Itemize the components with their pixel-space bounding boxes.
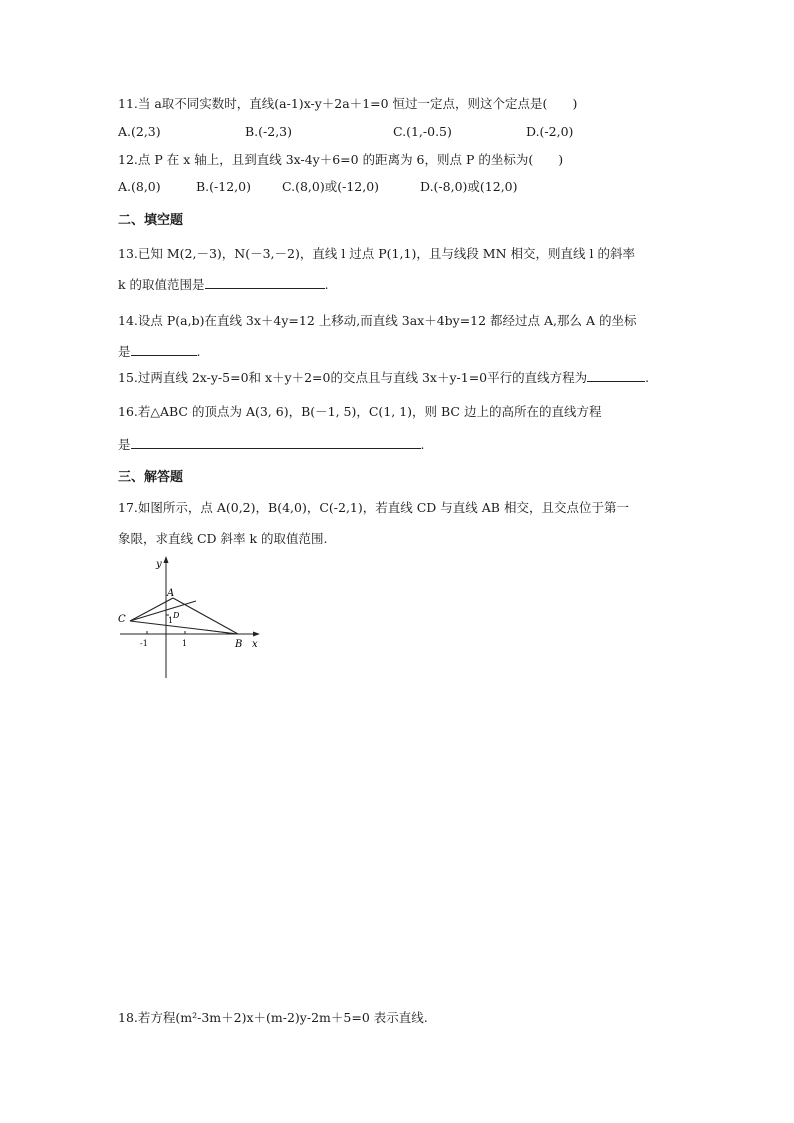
q12-stem: 12.点 P 在 x 轴上，且到直线 3x-4y＋6=0 的距离为 6，则点 P 的坐标为( ) [118, 152, 564, 167]
q12-option-b: B.(-12,0) [196, 179, 251, 194]
y-axis-label: y [156, 559, 162, 570]
q16-line1: 16.若△ABC 的顶点为 A(3, 6)，B(－1, 5)，C(1, 1)，则 BC 边上的高所在的直线方程 [118, 404, 602, 419]
y-axis-arrow-icon [164, 556, 169, 563]
point-d-label: D [173, 611, 180, 620]
q14-line2-end: . [196, 344, 201, 359]
q14-answer-blank[interactable] [131, 343, 197, 356]
q13-line2-end: . [324, 277, 329, 292]
q14-line1: 14.设点 P(a,b)在直线 3x＋4y=12 上移动,而直线 3ax＋4by=12 都经过点 A,那么 A 的坐标 [118, 313, 637, 328]
q16-line2 [118, 436, 425, 453]
q14-line2-text: 是 [118, 344, 131, 359]
q12-option-a: A.(8,0) [118, 179, 161, 194]
q11-option-d: D.(-2,0) [526, 124, 574, 139]
tick-label-y1: 1 [168, 616, 174, 625]
segment-hatch [206, 630, 234, 634]
q16-answer-blank[interactable] [131, 436, 421, 449]
q17-line2: 象限，求直线 CD 斜率 k 的取值范围. [118, 531, 328, 546]
line-cd [130, 601, 196, 621]
tick-label-neg1: -1 [140, 639, 148, 648]
q11-stem: 11.当 a取不同实数时，直线(a-1)x-y＋2a＋1=0 恒过一定点，则这个定点是( ) [118, 96, 578, 111]
q11-option-b: B.(-2,3) [245, 124, 293, 139]
section-heading-solutions: 三、解答题 [118, 470, 184, 485]
q11-option-a: A.(2,3) [118, 124, 161, 139]
q17-line1: 17.如图所示，点 A(0,2)，B(4,0)，C(-2,1)，若直线 CD 与直线 AB 相交，且交点位于第一 [118, 500, 629, 515]
x-axis-arrow-icon [253, 632, 260, 637]
point-a-label: A [167, 588, 175, 599]
q18-stem: 18.若方程(m²-3m＋2)x＋(m-2)y-2m＋5=0 表示直线. [118, 1010, 428, 1025]
q13-line2-text: k 的取值范围是 [118, 277, 205, 292]
q16-line2-text: 是 [118, 437, 131, 452]
q11-option-c: C.(1,-0.5) [393, 124, 452, 139]
x-axis-label: x [252, 639, 258, 650]
q12-option-c: C.(8,0)或(-12,0) [282, 179, 380, 194]
q13-line2 [118, 276, 329, 293]
q12-option-d: D.(-8,0)或(12,0) [420, 179, 518, 194]
q14-line2 [118, 343, 201, 360]
q13-line1: 13.已知 M(2,－3)，N(－3,－2)，直线 l 过点 P(1,1)，且与线段 MN 相交，则直线 l 的斜率 [118, 246, 635, 261]
q15-line [118, 369, 649, 386]
tick-label-pos1: 1 [182, 639, 188, 648]
point-c-label: C [118, 614, 126, 625]
q16-line2-end: . [420, 437, 425, 452]
q15-answer-blank[interactable] [587, 369, 645, 382]
q17-coordinate-figure [118, 556, 268, 681]
q15-text: 15.过两直线 2x-y-5=0和 x＋y＋2=0的交点且与直线 3x＋y-1=0平行的直线方程为 [118, 370, 588, 385]
q13-answer-blank[interactable] [205, 276, 325, 289]
point-b-label: B [235, 639, 243, 650]
q15-end: . [645, 370, 650, 385]
segment-ab [173, 598, 238, 634]
section-heading-fill-in: 二、填空题 [118, 213, 184, 228]
